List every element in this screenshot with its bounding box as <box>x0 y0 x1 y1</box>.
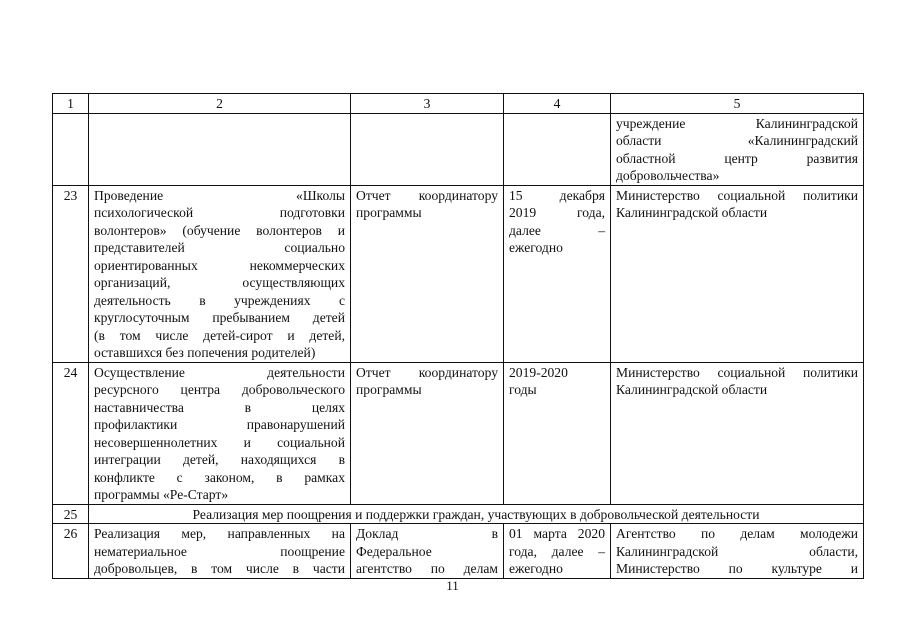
header-cell: 4 <box>504 94 611 114</box>
cell-line: года, далее – <box>509 543 605 559</box>
cell-line: Отчет координатору <box>356 187 498 203</box>
table-cell <box>351 113 504 185</box>
cell-line: области «Калининградский <box>616 133 858 148</box>
cell-line: добровольчества» <box>616 168 720 183</box>
table-row <box>53 524 864 579</box>
row-number-cell: 23 <box>53 185 89 362</box>
cell-line: конфликте с законом, в рамках <box>94 469 345 485</box>
cell-line: Министерство по культуре и <box>616 561 858 576</box>
cell-line: ежегодно <box>509 561 563 576</box>
cell-line: Осуществление деятельности <box>94 364 345 380</box>
responsible-cell <box>611 362 864 504</box>
cell-line: Реализация мер, направленных на <box>94 526 345 541</box>
section-row <box>53 504 864 524</box>
cell-line: ориентированных некоммерческих <box>94 257 345 273</box>
cell-line: добровольцев, в том числе в части <box>94 561 345 576</box>
cell-line: Федеральное <box>356 543 432 559</box>
cell-line: программы «Ре-Старт» <box>94 487 229 502</box>
cell-line: деятельность в учреждениях с <box>94 292 345 308</box>
row-number-cell: 26 <box>53 524 89 579</box>
cell-line: Проведение «Школы <box>94 187 345 203</box>
cell-line: годы <box>509 382 537 397</box>
cell-line: 2019 года, <box>509 205 605 220</box>
cell-line: 15 декабря <box>509 187 605 203</box>
cell-line: нематериальное поощрение <box>94 543 345 559</box>
cell-line: Отчет координатору <box>356 364 498 380</box>
cell-line: (в том числе детей-сирот и детей, <box>94 327 345 343</box>
header-cell: 1 <box>53 94 89 114</box>
cell-line: Калининградской области <box>616 382 768 397</box>
cell-line: представителей социально <box>94 240 345 255</box>
table-row <box>53 185 864 362</box>
report-cell <box>351 185 504 362</box>
header-cell: 3 <box>351 94 504 114</box>
table-cell <box>89 113 351 185</box>
cell-line: психологической подготовки <box>94 205 345 220</box>
table-row <box>53 113 864 185</box>
row-number-cell: 25 <box>53 504 89 524</box>
cell-line: несовершеннолетних и социальной <box>94 434 345 450</box>
deadline-cell <box>504 185 611 362</box>
cell-line: наставничества в целях <box>94 399 345 415</box>
cell-line: программы <box>356 205 422 220</box>
cell-line: 2019-2020 <box>509 364 568 380</box>
table-row <box>53 362 864 504</box>
cell-line: учреждение Калининградской <box>616 115 858 131</box>
header-cell: 5 <box>611 94 864 114</box>
cell-line: агентство по делам <box>356 561 498 576</box>
activity-cell <box>89 185 351 362</box>
cell-line: круглосуточным пребыванием детей <box>94 310 345 325</box>
cell-line: профилактики правонарушений <box>94 417 345 432</box>
responsible-cell <box>611 524 864 579</box>
cell-line: программы <box>356 382 422 397</box>
cell-line: 01 марта 2020 <box>509 526 605 541</box>
cell-line: Калининградской области <box>616 205 768 220</box>
document-table <box>52 93 864 579</box>
cell-line: Министерство социальной политики <box>616 187 858 203</box>
report-cell <box>351 524 504 579</box>
cell-line: далее – <box>509 222 605 238</box>
cell-line: волонтеров» (обучение волонтеров и <box>94 222 345 238</box>
cell-line: Доклад в <box>356 526 498 541</box>
cell-line: Министерство социальной политики <box>616 364 858 380</box>
report-cell <box>351 362 504 504</box>
table-cell <box>504 113 611 185</box>
row-number-cell: 24 <box>53 362 89 504</box>
cell-line: интеграции детей, находящихся в <box>94 452 345 467</box>
section-title-cell: Реализация мер поощрения и поддержки граждан, участвующих в добровольческой деятельности <box>89 504 864 524</box>
cell-line: ежегодно <box>509 240 563 255</box>
cell-line: оставшихся без попечения родителей) <box>94 345 316 360</box>
activity-cell <box>89 362 351 504</box>
deadline-cell <box>504 524 611 579</box>
responsible-cell <box>611 185 864 362</box>
header-cell: 2 <box>89 94 351 114</box>
deadline-cell <box>504 362 611 504</box>
page-number: 11 <box>446 578 459 593</box>
table-header-row <box>53 94 864 114</box>
cell-line: Калининградской области, <box>616 543 858 559</box>
activity-cell <box>89 524 351 579</box>
cell-line: организаций, осуществляющих <box>94 275 345 290</box>
cell-line: Агентство по делам молодежи <box>616 526 858 541</box>
cell-line: областной центр развития <box>616 150 858 166</box>
responsible-cell <box>611 113 864 185</box>
row-number-cell <box>53 113 89 185</box>
cell-line: ресурсного центра добровольческого <box>94 382 345 397</box>
